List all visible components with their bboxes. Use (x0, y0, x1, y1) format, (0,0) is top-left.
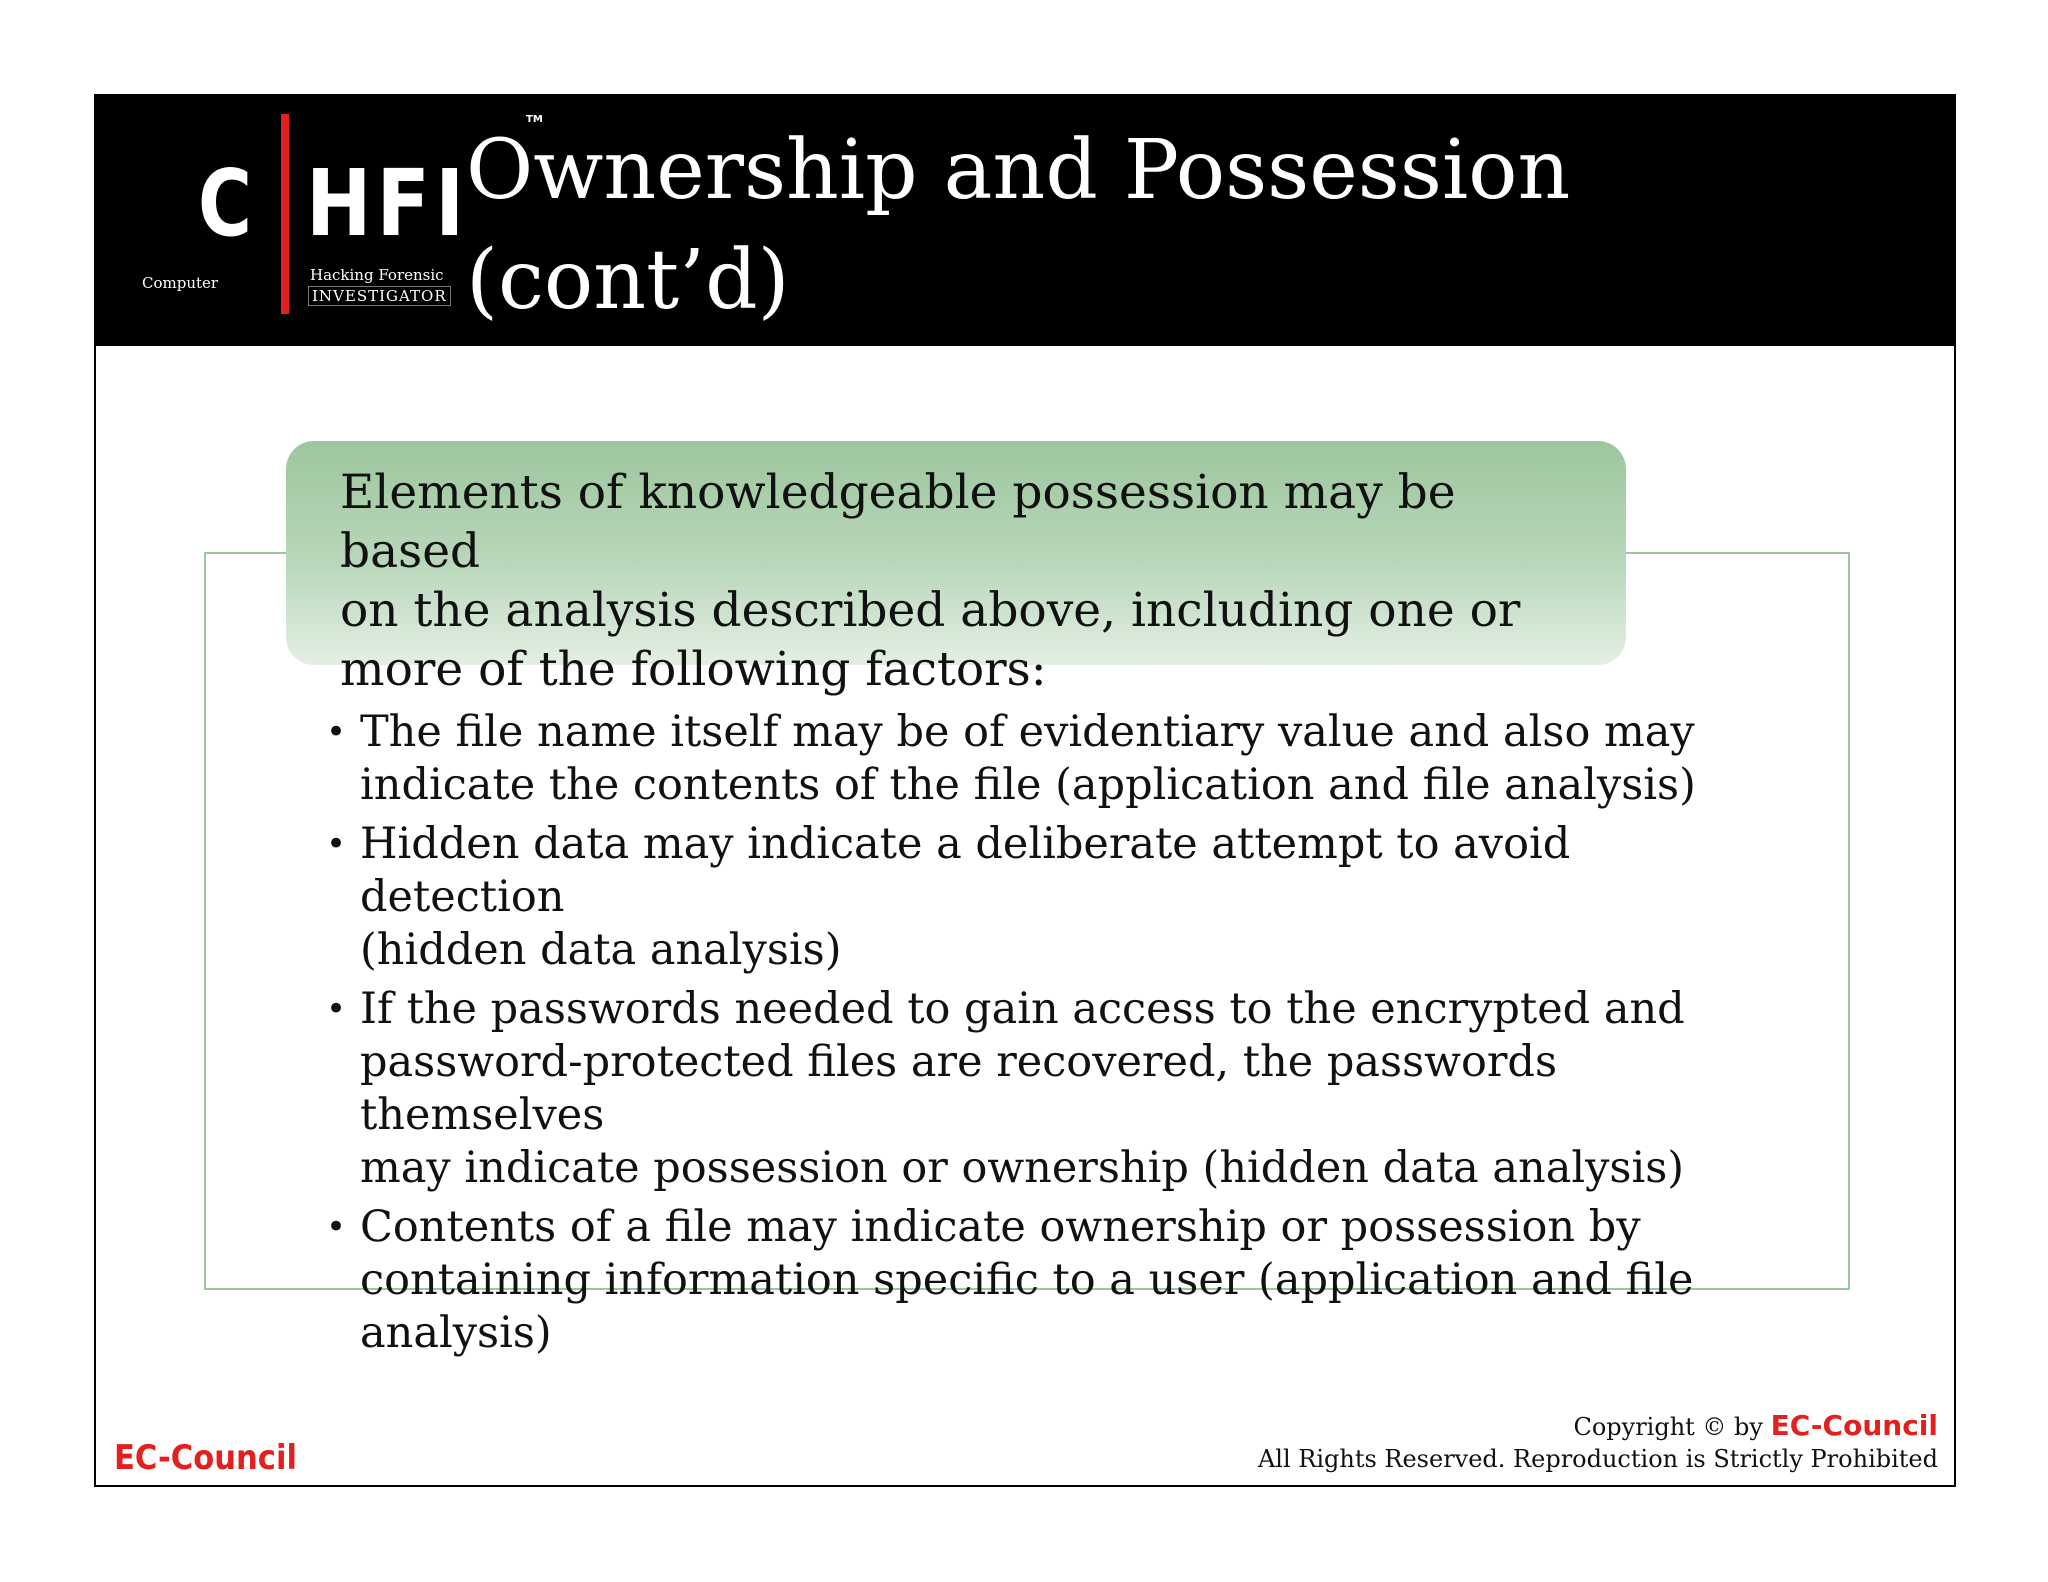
callout-text (340, 463, 1576, 699)
footer-brand-logo: EC-Council (114, 1438, 297, 1478)
callout-line: more of the following factors: (340, 642, 1047, 697)
callout-line: Elements of knowledgeable possession may be based (340, 465, 1456, 579)
bullet-icon: • (326, 824, 347, 864)
bullet-list (326, 706, 1766, 1366)
page-title-line2: (cont’d) (466, 233, 790, 328)
logo-hacking-forensic-label: Hacking Forensic (310, 266, 444, 284)
bullet-item (326, 818, 1766, 977)
footer-copyright (1258, 1410, 1938, 1475)
logo-letters-hfi: HFI (306, 150, 470, 257)
bullet-icon: • (326, 989, 347, 1029)
bullet-line: containing information specific to a user (application and file (360, 1255, 1694, 1305)
bullet-line: Hidden data may indicate a deliberate attempt to avoid detection (360, 819, 1571, 922)
bullet-line: indicate the contents of the file (application and file analysis) (360, 760, 1696, 810)
bullet-line: may indicate possession or ownership (hidden data analysis) (360, 1143, 1685, 1193)
page-title-line1: Ownership and Possession (466, 123, 1571, 218)
chfi-logo (140, 114, 543, 324)
slide-frame (94, 94, 1956, 1487)
copyright-brand: EC-Council (1770, 1409, 1938, 1442)
logo-trademark: TM (526, 114, 543, 125)
bullet-line: Contents of a file may indicate ownership or possession by (360, 1202, 1641, 1252)
callout-line: on the analysis described above, including one or (340, 583, 1521, 638)
header-bar (96, 96, 1954, 346)
bullet-item (326, 1201, 1766, 1360)
bullet-icon: • (326, 1207, 347, 1247)
logo-letter-c: C (198, 150, 253, 257)
bullet-line: The file name itself may be of evidentiary value and also may (360, 707, 1695, 757)
bullet-line: analysis) (360, 1308, 552, 1358)
bullet-line: password-protected files are recovered, the passwords themselves (360, 1037, 1558, 1140)
bullet-line: (hidden data analysis) (360, 925, 842, 975)
page-title (466, 116, 1866, 336)
copyright-rights: All Rights Reserved. Reproduction is Strictly Prohibited (1257, 1445, 1938, 1473)
logo-red-bar (281, 114, 289, 314)
bullet-icon: • (326, 712, 347, 752)
bullet-item (326, 706, 1766, 812)
bullet-line: If the passwords needed to gain access to the encrypted and (360, 984, 1685, 1034)
copyright-prefix: Copyright © by (1573, 1413, 1771, 1441)
logo-investigator-label: INVESTIGATOR (308, 286, 451, 306)
bullet-item (326, 983, 1766, 1195)
logo-computer-label: Computer (142, 274, 219, 292)
callout-box (286, 441, 1626, 697)
